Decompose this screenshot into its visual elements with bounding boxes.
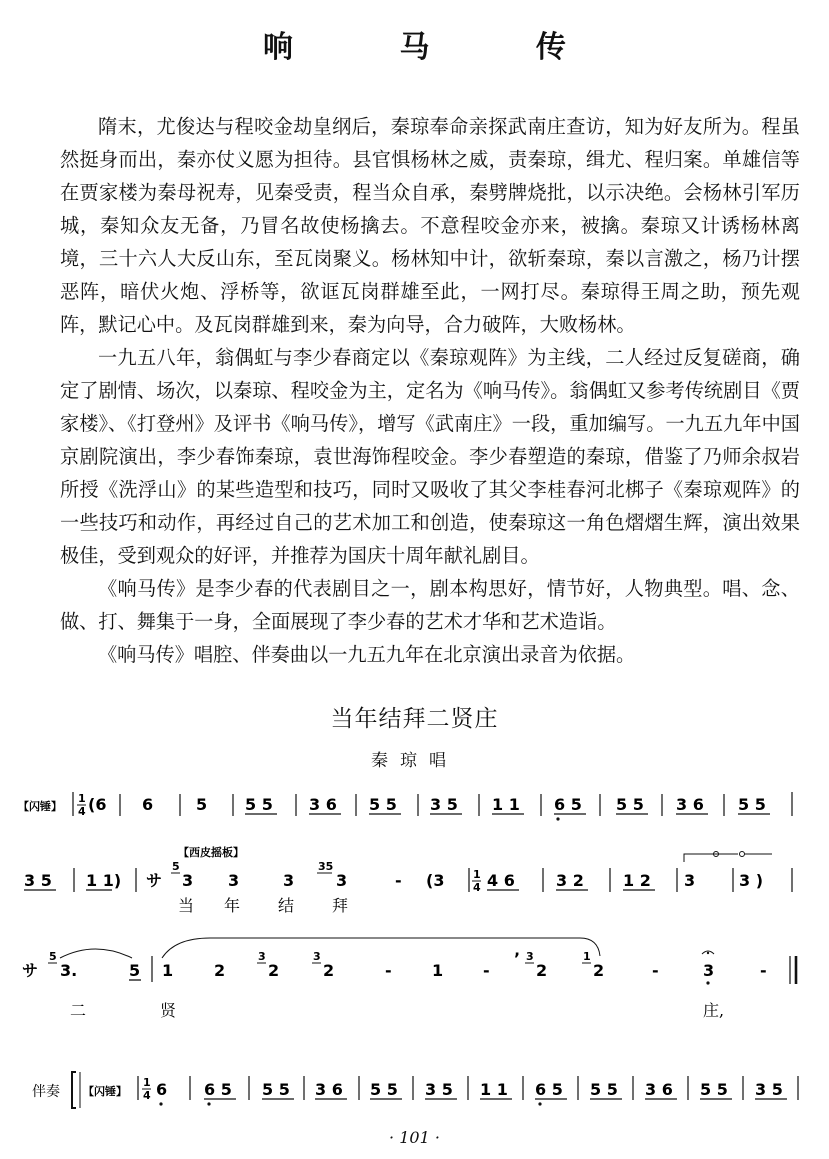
note: 5 5 xyxy=(738,795,766,814)
note: 3 5 xyxy=(24,871,52,890)
note: 3 6 xyxy=(315,1080,343,1099)
lyric: 当 xyxy=(178,896,195,915)
note: 6 5 xyxy=(204,1080,232,1099)
note: 4 6 xyxy=(487,871,515,890)
note: 5 5 xyxy=(700,1080,728,1099)
time-sig-den: 4 xyxy=(143,1089,151,1102)
note: 3 xyxy=(336,871,348,890)
note: 3 ) xyxy=(739,871,764,890)
score-row-2 xyxy=(24,845,792,915)
jianpu-score xyxy=(0,770,829,1130)
article-body xyxy=(60,110,800,671)
note: 5 xyxy=(196,795,208,814)
note: - xyxy=(483,961,490,980)
free-meter-mark: サ xyxy=(22,961,39,980)
note: 2 xyxy=(323,961,335,980)
grace-note: 3 xyxy=(258,950,266,963)
note: 6 5 xyxy=(554,795,582,814)
free-meter-mark: サ xyxy=(146,871,163,890)
time-sig-den: 4 xyxy=(78,805,86,818)
time-sig-den: 4 xyxy=(473,881,481,894)
banqiang-label: 【西皮摇板】 xyxy=(178,846,244,859)
note: 3 6 xyxy=(309,795,337,814)
page-number: · 101 · xyxy=(389,1128,440,1147)
note: 6 xyxy=(156,1080,168,1099)
note: 3 xyxy=(182,871,194,890)
note: 3 xyxy=(703,961,715,980)
note: (3 xyxy=(426,871,445,890)
grace-note: 3 xyxy=(313,950,321,963)
time-sig-num: 1 xyxy=(473,868,481,881)
note: 1 1 xyxy=(492,795,520,814)
lyric: 贤 xyxy=(160,1001,177,1020)
time-sig-num: 1 xyxy=(78,792,86,805)
note: - xyxy=(760,961,767,980)
note: 3 6 xyxy=(645,1080,673,1099)
tag-label: 【闪锤】 xyxy=(83,1085,127,1098)
note: 3 5 xyxy=(425,1080,453,1099)
score-row-1 xyxy=(18,792,792,821)
note: 5 5 xyxy=(590,1080,618,1099)
singer-credit: 秦琼唱 xyxy=(371,751,458,771)
note: 1 xyxy=(432,961,444,980)
lyric: 年 xyxy=(224,896,241,915)
note: 6 5 xyxy=(535,1080,563,1099)
note: 3 6 xyxy=(676,795,704,814)
note: 5 5 xyxy=(245,795,273,814)
note: 6 xyxy=(142,795,154,814)
note: 5 5 xyxy=(369,795,397,814)
score-row-3 xyxy=(22,938,796,1020)
note: 5 xyxy=(129,961,141,980)
note: 5 5 xyxy=(616,795,644,814)
grace-note: 5 xyxy=(172,860,180,873)
note: 1 xyxy=(162,961,174,980)
lyric: 结 xyxy=(278,896,295,915)
note: 3 xyxy=(228,871,240,890)
note: 2 xyxy=(593,961,605,980)
paragraph: 隋末，尤俊达与程咬金劫皇纲后，秦琼奉命亲探武南庄查访，知为好友所为。程虽然挺身而出，秦亦仗义愿为担待。县官惧杨林之威，责秦琼，缉尤、程归案。单雄信等在贾家楼为秦母祝寿，见秦受责，程当众自承，秦劈牌烧批，以示决绝。会杨林引军历城，秦知众友无备，乃冒名故使杨擒去。不意程咬金亦来，被擒。秦琼又计诱杨林离境，三十六人大反山东，至瓦岗聚义。杨林知中计，欲斩秦琼，秦以言激之，杨乃计摆恶阵，暗伏火炮、浮桥等，欲诓瓦岗群雄至此，一网打尽。秦琼得王周之助，预先观阵，默记心中。及瓦岗群雄到来，秦为向导，合力破阵，大败杨林。 xyxy=(60,115,800,336)
score-row-4 xyxy=(32,1072,798,1108)
grace-note: 1 xyxy=(583,950,591,963)
song-title: 当年结拜二贤庄 xyxy=(330,706,499,732)
note: - xyxy=(385,961,392,980)
note: 1 1) xyxy=(86,871,122,890)
grace-note: 35 xyxy=(318,860,334,873)
note: - xyxy=(395,871,402,890)
note: 2 xyxy=(268,961,280,980)
note: 3 xyxy=(684,871,696,890)
note: - xyxy=(652,961,659,980)
paragraph: 《响马传》是李少春的代表剧目之一，剧本构思好，情节好，人物典型。唱、念、做、打、舞集于一身，全面展现了李少春的艺术才华和艺术造诣。 xyxy=(60,577,800,633)
grace-note: 5 xyxy=(49,950,57,963)
note: 2 xyxy=(536,961,548,980)
note: 1 2 xyxy=(623,871,651,890)
note: 2 xyxy=(214,961,226,980)
page-title: 响 马 传 xyxy=(263,30,614,65)
paragraph: 《响马传》唱腔、伴奏曲以一九五九年在北京演出录音为依据。 xyxy=(98,643,636,666)
note: (6 xyxy=(88,795,107,814)
note: 3 xyxy=(283,871,295,890)
note: 5 5 xyxy=(262,1080,290,1099)
paragraph: 一九五八年，翁偶虹与李少春商定以《秦琼观阵》为主线，二人经过反复磋商，确定了剧情、场次，以秦琼、程咬金为主，定名为《响马传》。翁偶虹又参考传统剧目《贾家楼》、《打登州》及评书《响马传》，增写《武南庄》一段，重加编写。一九五九年中国京剧院演出，李少春饰秦琼，袁世海饰程咬金。李少春塑造的秦琼，借鉴了乃师余叔岩所授《洗浮山》的某些造型和技巧，同时又吸收了其父李桂春河北梆子《秦琼观阵》的一些技巧和动作，再经过自己的艺术加工和创造，使秦琼这一角色熠熠生辉，演出效果极佳，受到观众的好评，并推荐为国庆十周年献礼剧目。 xyxy=(60,346,800,567)
lyric: 拜 xyxy=(332,896,349,915)
tag-label: 【闪锤】 xyxy=(18,800,62,813)
note: 3 5 xyxy=(755,1080,783,1099)
grace-note: 3 xyxy=(526,950,534,963)
breath-mark: ’ xyxy=(514,949,521,968)
note: 3. xyxy=(60,961,78,980)
note: 3 2 xyxy=(556,871,584,890)
accompaniment-label: 伴奏 xyxy=(32,1084,60,1100)
lyric: 庄, xyxy=(703,1001,725,1020)
time-sig-num: 1 xyxy=(143,1076,151,1089)
lyric: 二 xyxy=(70,1001,87,1020)
note: 5 5 xyxy=(370,1080,398,1099)
note: 3 5 xyxy=(430,795,458,814)
note: 1 1 xyxy=(480,1080,508,1099)
